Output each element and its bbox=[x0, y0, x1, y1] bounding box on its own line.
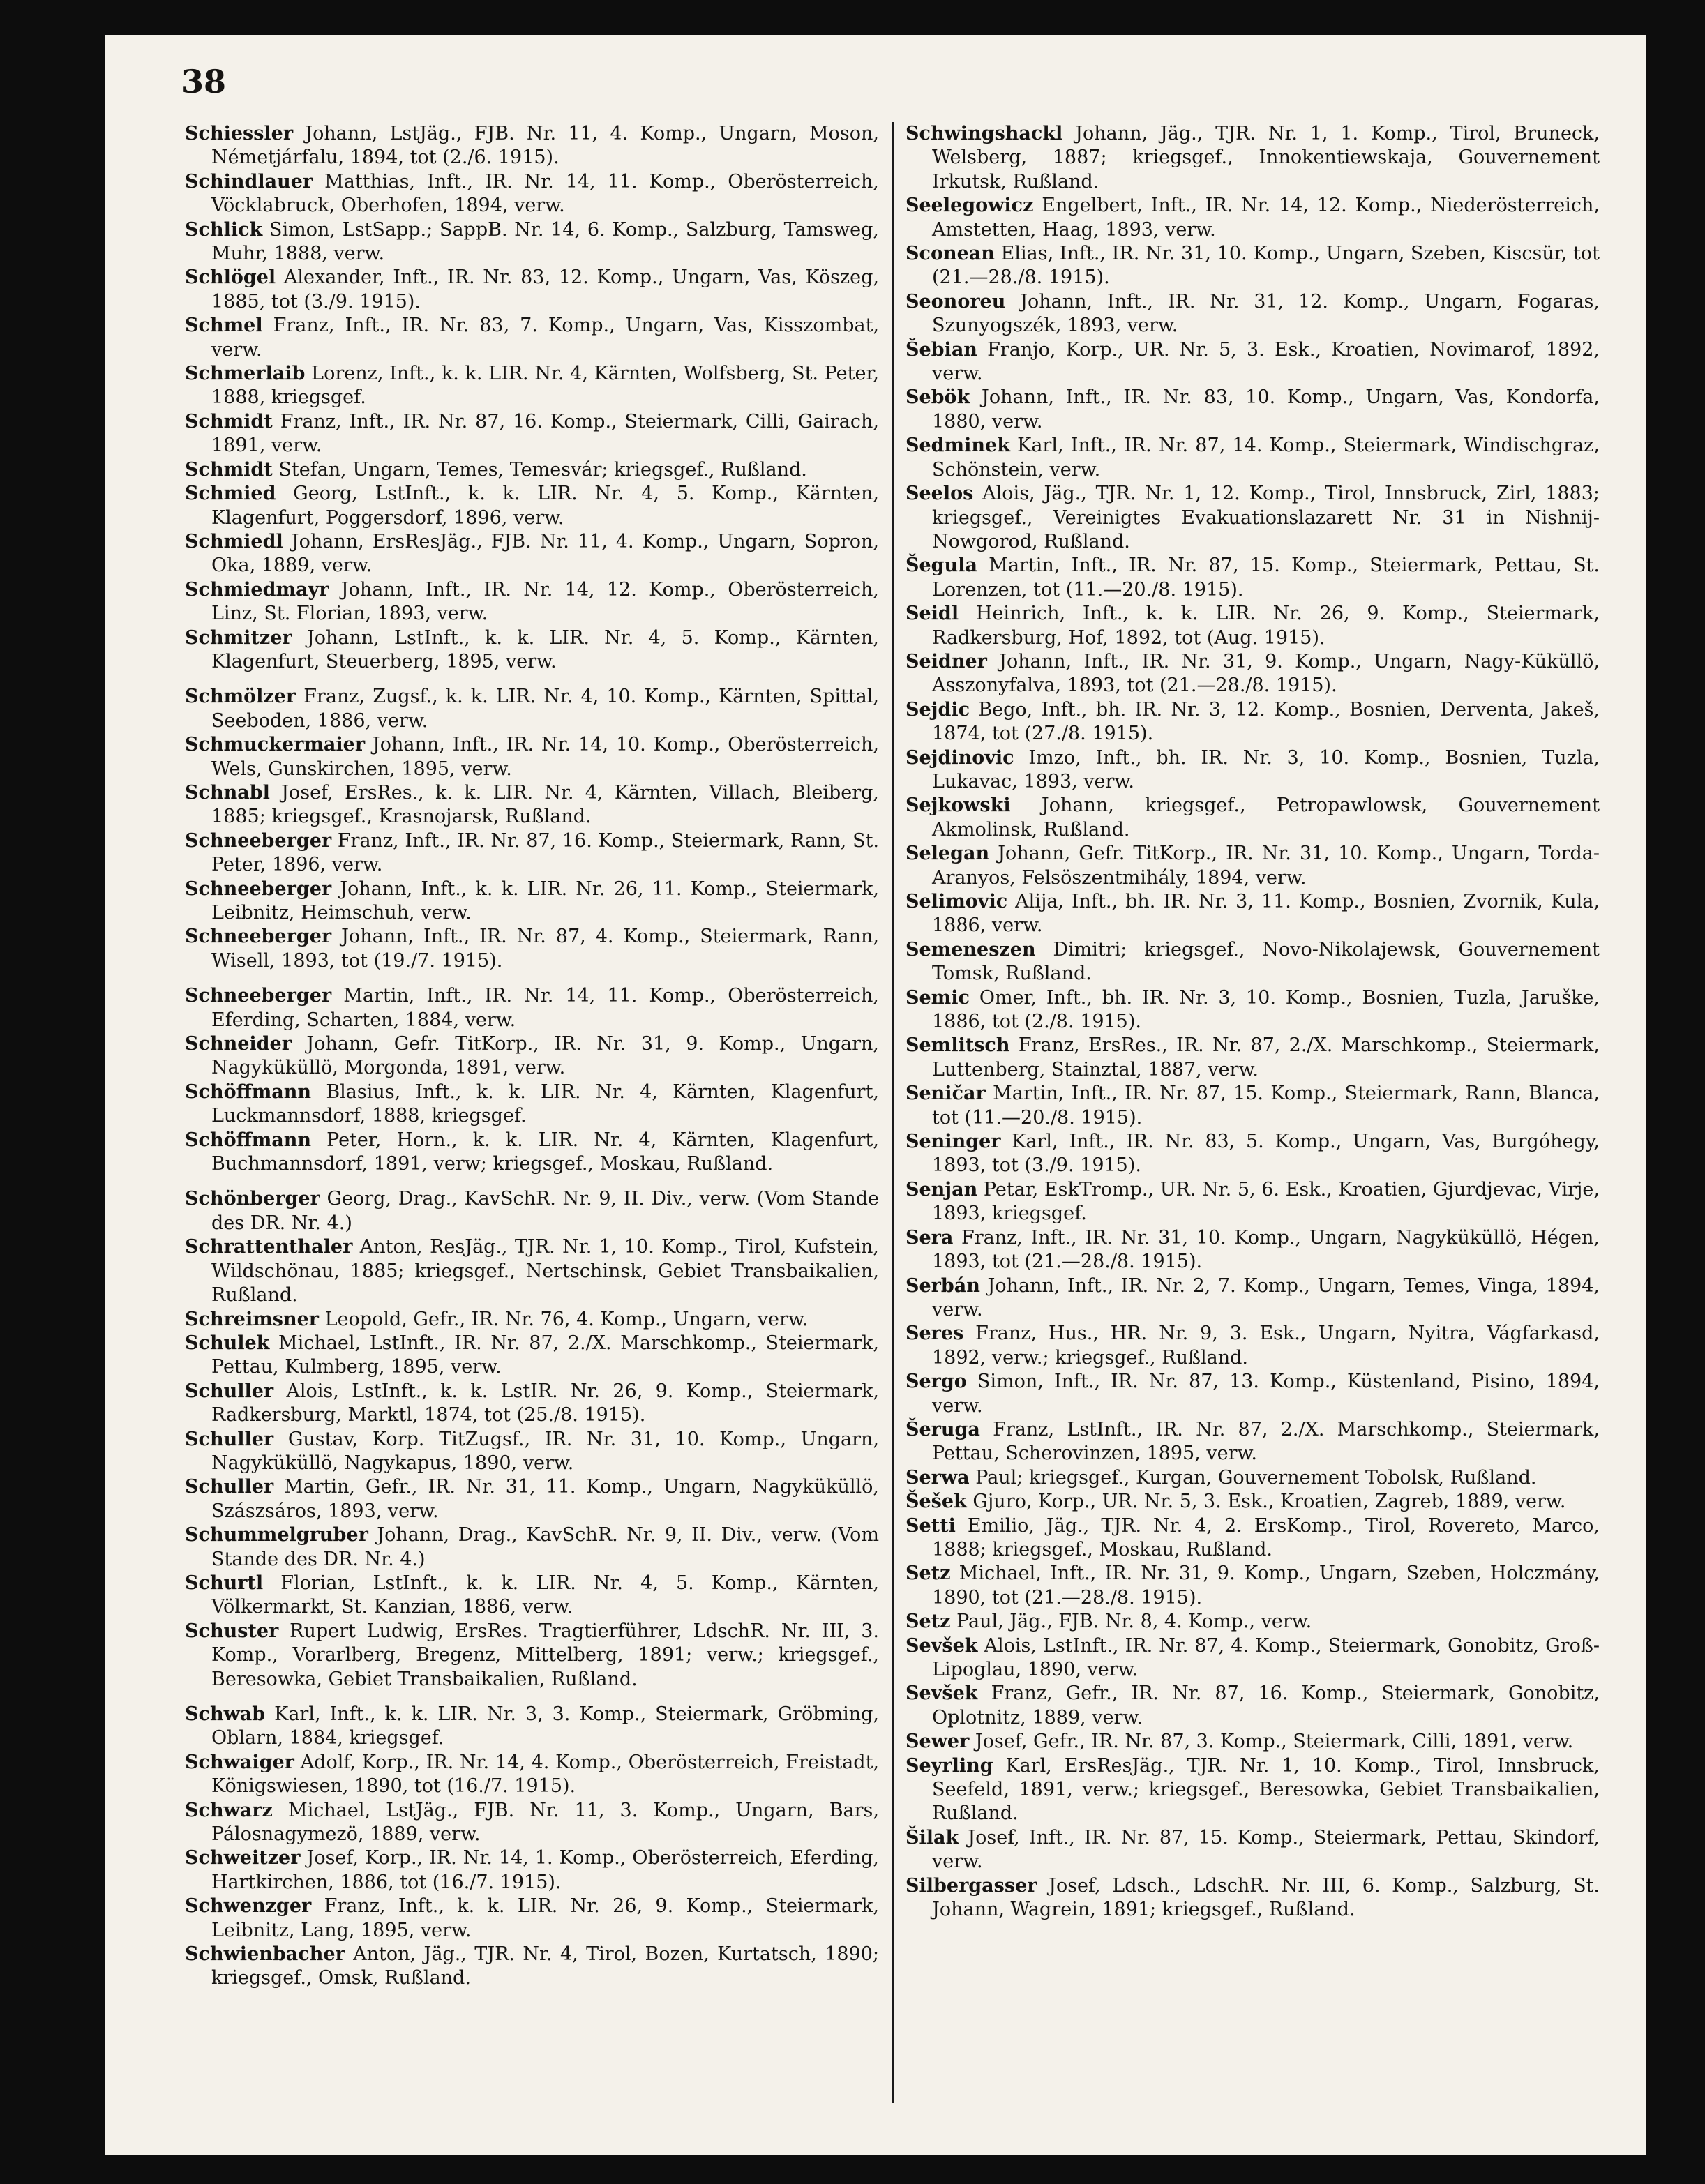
surname: Schuller bbox=[185, 1380, 274, 1402]
surname: Šilak bbox=[906, 1826, 959, 1848]
surname: Schwarz bbox=[185, 1799, 273, 1821]
surname: Seninger bbox=[906, 1131, 1001, 1153]
list-item bbox=[185, 1703, 879, 1751]
entry-details: Dimitri; kriegsgef., Novo-Nikolajewsk, Gouvernement Tomsk, Rußland. bbox=[932, 938, 1600, 985]
entry-details: Johann, LstJäg., FJB. Nr. 11, 4. Komp., Ungarn, Moson, Németjárfalu, 1894, tot (2./6. 1915). bbox=[211, 123, 879, 169]
entry-details: Paul; kriegsgef., Kurgan, Gouvernement Tobolsk, Rußland. bbox=[975, 1466, 1537, 1489]
surname: Sejdic bbox=[906, 698, 970, 721]
list-item bbox=[906, 1634, 1600, 1682]
list-item bbox=[906, 794, 1600, 842]
list-item bbox=[906, 1562, 1600, 1610]
entry-details: Alois, LstInft., IR. Nr. 87, 4. Komp., Steiermark, Gonobitz, Groß-Lipoglau, 1890, verw. bbox=[932, 1634, 1600, 1680]
surname: Seyrling bbox=[906, 1754, 993, 1777]
entry-details: Johann, LstInft., k. k. LIR. Nr. 4, 5. Komp., Kärnten, Klagenfurt, Steuerberg, 1895, verw. bbox=[211, 626, 879, 672]
list-item bbox=[185, 685, 879, 733]
entry-details: Franz, Zugsf., k. k. LIR. Nr. 4, 10. Komp., Kärnten, Spittal, Seeboden, 1886, verw. bbox=[211, 686, 879, 732]
list-item bbox=[906, 194, 1600, 242]
list-item bbox=[906, 290, 1600, 338]
surname: Semic bbox=[906, 986, 970, 1009]
entry-details: Johann, Inft., IR. Nr. 31, 12. Komp., Ungarn, Fogaras, Szunyogszék, 1893, verw. bbox=[932, 290, 1600, 337]
list-item bbox=[906, 1418, 1600, 1466]
list-item bbox=[185, 170, 879, 218]
entry-details: Johann, Gefr. TitKorp., IR. Nr. 31, 10. Komp., Ungarn, Torda-Aranyos, Felsöszentmihály, 1894, verw. bbox=[932, 843, 1600, 889]
entry-details: Johann, Inft., IR. Nr. 31, 9. Komp., Ungarn, Nagy-Küküllö, Asszonyfalva, 1893, tot (21.—28./8. 1915). bbox=[932, 650, 1600, 697]
surname: Sera bbox=[906, 1226, 954, 1249]
surname: Schöffmann bbox=[185, 1080, 312, 1103]
surname: Sevšek bbox=[906, 1634, 978, 1657]
entry-details: Karl, Inft., IR. Nr. 87, 14. Komp., Steiermark, Windischgraz, Schönstein, verw. bbox=[932, 435, 1600, 481]
surname: Sevšek bbox=[906, 1682, 978, 1705]
surname: Sergo bbox=[906, 1371, 967, 1393]
list-item bbox=[185, 829, 879, 878]
surname: Schwab bbox=[185, 1703, 266, 1725]
column-divider bbox=[892, 122, 894, 2103]
list-item bbox=[906, 602, 1600, 650]
left-column bbox=[185, 122, 879, 1991]
list-item bbox=[185, 1235, 879, 1307]
surname: Schurtl bbox=[185, 1572, 264, 1594]
entry-details: Johann, Drag., KavSchR. Nr. 9, II. Div., verw. (Vom Stande des DR. Nr. 4.) bbox=[211, 1524, 879, 1570]
entry-details: Emilio, Jäg., TJR. Nr. 4, 2. ErsKomp., Tirol, Rovereto, Marco, 1888; kriegsgef., Moskau, Rußland. bbox=[932, 1514, 1600, 1560]
surname: Schnabl bbox=[185, 781, 270, 804]
entry-details: Michael, LstInft., IR. Nr. 87, 2./X. Marschkomp., Steiermark, Pettau, Kulmberg, 1895, verw. bbox=[211, 1332, 879, 1378]
entry-details: Franz, Inft., k. k. LIR. Nr. 26, 9. Komp., Steiermark, Leibnitz, Lang, 1895, verw. bbox=[211, 1895, 879, 1941]
list-item bbox=[906, 1874, 1600, 1922]
surname: Schindlauer bbox=[185, 170, 313, 193]
list-item bbox=[906, 1370, 1600, 1418]
list-item bbox=[906, 1130, 1600, 1178]
list-item bbox=[185, 1308, 879, 1332]
surname: Sejkowski bbox=[906, 794, 1011, 817]
entry-details: Lorenz, Inft., k. k. LIR. Nr. 4, Kärnten, Wolfsberg, St. Peter, 1888, kriegsgef. bbox=[211, 363, 879, 409]
surname: Šebian bbox=[906, 338, 977, 361]
entry-details: Alois, LstInft., k. k. LstIR. Nr. 26, 9. Komp., Steiermark, Radkersburg, Marktl, 1874, tot (25./8. 1915). bbox=[211, 1380, 879, 1426]
list-item bbox=[185, 1475, 879, 1523]
list-item bbox=[906, 1730, 1600, 1754]
surname: Seidl bbox=[906, 603, 959, 625]
entry-details: Johann, ErsResJäg., FJB. Nr. 11, 4. Komp., Ungarn, Sopron, Oka, 1889, verw. bbox=[211, 530, 879, 577]
list-item bbox=[906, 1034, 1600, 1082]
surname: Schwienbacher bbox=[185, 1943, 345, 1966]
entry-details: Michael, Inft., IR. Nr. 31, 9. Komp., Ungarn, Szeben, Holczmány, 1890, tot (21.—28./8. 1915). bbox=[932, 1562, 1600, 1609]
list-item bbox=[185, 925, 879, 973]
entry-details: Alija, Inft., bh. IR. Nr. 3, 11. Komp., Bosnien, Zvornik, Kula, 1886, verw. bbox=[932, 891, 1600, 937]
surname: Seelos bbox=[906, 483, 974, 505]
surname: Seničar bbox=[906, 1083, 986, 1105]
surname: Setti bbox=[906, 1514, 956, 1537]
entry-details: Imzo, Inft., bh. IR. Nr. 3, 10. Komp., Bosnien, Tuzla, Lukavac, 1893, verw. bbox=[932, 746, 1600, 792]
list-item bbox=[906, 986, 1600, 1034]
surname: Schiessler bbox=[185, 123, 294, 144]
entry-details: Engelbert, Inft., IR. Nr. 14, 12. Komp., Niederösterreich, Amstetten, Haag, 1893, verw. bbox=[932, 195, 1600, 241]
page bbox=[105, 35, 1646, 2155]
list-item bbox=[185, 458, 879, 482]
entry-details: Franz, ErsRes., IR. Nr. 87, 2./X. Marschkomp., Steiermark, Luttenberg, Stainztal, 1887, verw. bbox=[932, 1034, 1600, 1080]
surname: Seelegowicz bbox=[906, 195, 1034, 217]
entry-details: Karl, Inft., IR. Nr. 83, 5. Komp., Ungarn, Vas, Burgóhegy, 1893, tot (3./9. 1915). bbox=[932, 1131, 1600, 1177]
entry-details: Gustav, Korp. TitZugsf., IR. Nr. 31, 10. Komp., Ungarn, Nagyküküllö, Nagykapus, 1890, verw. bbox=[211, 1428, 879, 1474]
list-item bbox=[185, 482, 879, 530]
surname: Schmitzer bbox=[185, 626, 292, 649]
entry-details: Josef, Ldsch., LdschR. Nr. III, 6. Komp., Salzburg, St. Johann, Wagrein, 1891; kriegsgef., Rußland. bbox=[932, 1874, 1600, 1921]
list-item bbox=[906, 434, 1600, 482]
right-column bbox=[906, 122, 1600, 1922]
entry-details: Anton, Jäg., TJR. Nr. 4, Tirol, Bozen, Kurtatsch, 1890; kriegsgef., Omsk, Rußland. bbox=[211, 1943, 879, 1989]
entry-details: Franjo, Korp., UR. Nr. 5, 3. Esk., Kroatien, Novimarof, 1892, verw. bbox=[932, 338, 1600, 385]
list-item bbox=[185, 218, 879, 266]
list-item bbox=[185, 530, 879, 578]
list-item bbox=[185, 1751, 879, 1799]
surname: Schuster bbox=[185, 1620, 279, 1642]
entry-details: Elias, Inft., IR. Nr. 31, 10. Komp., Ungarn, Szeben, Kiscsür, tot (21.—28./8. 1915). bbox=[932, 243, 1600, 289]
list-item bbox=[906, 1274, 1600, 1323]
list-item bbox=[185, 1943, 879, 1991]
entry-details: Blasius, Inft., k. k. LIR. Nr. 4, Kärnten, Klagenfurt, Luckmannsdorf, 1888, kriegsgef. bbox=[211, 1080, 879, 1127]
surname: Schmölzer bbox=[185, 686, 296, 708]
surname: Šegula bbox=[906, 555, 977, 577]
entry-details: Alois, Jäg., TJR. Nr. 1, 12. Komp., Tirol, Innsbruck, Zirl, 1883; kriegsgef., Vereinigtes Evakuationslazarett Nr. 31 in Nishnij-Nowgorod, Rußland. bbox=[932, 483, 1600, 552]
entry-details: Franz, Inft., IR. Nr. 87, 16. Komp., Steiermark, Rann, St. Peter, 1896, verw. bbox=[211, 829, 879, 876]
surname: Sewer bbox=[906, 1731, 970, 1753]
entry-details: Martin, Inft., IR. Nr. 87, 15. Komp., Steiermark, Pettau, St. Lorenzen, tot (11.—20./8. 1915). bbox=[932, 555, 1600, 601]
surname: Silbergasser bbox=[906, 1874, 1037, 1897]
surname: Sedminek bbox=[906, 435, 1010, 457]
surname: Senjan bbox=[906, 1178, 978, 1200]
surname: Schweitzer bbox=[185, 1847, 301, 1869]
entry-details: Anton, ResJäg., TJR. Nr. 1, 10. Komp., Tirol, Kufstein, Wildschönau, 1885; kriegsgef., Nertschinsk, Gebiet Transbaikalien, Rußland. bbox=[211, 1236, 879, 1306]
surname: Schwaiger bbox=[185, 1751, 294, 1773]
surname: Setz bbox=[906, 1611, 951, 1633]
surname: Schuller bbox=[185, 1428, 274, 1450]
entry-details: Simon, Inft., IR. Nr. 87, 13. Komp., Küstenland, Pisino, 1894, verw. bbox=[932, 1371, 1600, 1417]
entry-details: Franz, Gefr., IR. Nr. 87, 16. Komp., Steiermark, Gonobitz, Oplotnitz, 1889, verw. bbox=[932, 1682, 1600, 1729]
list-item bbox=[906, 554, 1600, 602]
list-item bbox=[906, 242, 1600, 290]
entry-details: Georg, Drag., KavSchR. Nr. 9, II. Div., verw. (Vom Stande des DR. Nr. 4.) bbox=[211, 1188, 879, 1234]
entry-details: Johann, Inft., IR. Nr. 14, 10. Komp., Oberösterreich, Wels, Gunskirchen, 1895, verw. bbox=[211, 734, 879, 780]
list-item bbox=[906, 1754, 1600, 1826]
entry-details: Martin, Gefr., IR. Nr. 31, 11. Komp., Ungarn, Nagyküküllö, Szászsáros, 1893, verw. bbox=[211, 1476, 879, 1522]
surname: Serbán bbox=[906, 1274, 980, 1297]
entry-details: Josef, Gefr., IR. Nr. 87, 3. Komp., Steiermark, Cilli, 1891, verw. bbox=[975, 1731, 1574, 1753]
surname: Schöffmann bbox=[185, 1129, 312, 1151]
entry-details: Paul, Jäg., FJB. Nr. 8, 4. Komp., verw. bbox=[956, 1611, 1312, 1633]
list-item bbox=[185, 984, 879, 1032]
list-item bbox=[185, 626, 879, 675]
surname: Šeruga bbox=[906, 1418, 980, 1440]
entry-details: Petar, EskTromp., UR. Nr. 5, 6. Esk., Kroatien, Gjurdjevac, Virje, 1893, kriegsgef. bbox=[932, 1178, 1600, 1225]
list-item bbox=[185, 1523, 879, 1572]
list-item bbox=[185, 122, 879, 170]
list-item bbox=[906, 1826, 1600, 1874]
surname: Setz bbox=[906, 1562, 951, 1585]
entry-details: Martin, Inft., IR. Nr. 14, 11. Komp., Oberösterreich, Eferding, Scharten, 1884, verw. bbox=[211, 985, 879, 1031]
entry-details: Franz, LstInft., IR. Nr. 87, 2./X. Marschkomp., Steiermark, Pettau, Scherovinzen, 1895, verw. bbox=[932, 1418, 1600, 1465]
entry-details: Heinrich, Inft., k. k. LIR. Nr. 26, 9. Komp., Steiermark, Radkersburg, Hof, 1892, tot (Aug. 1915). bbox=[932, 603, 1600, 649]
entry-details: Martin, Inft., IR. Nr. 87, 15. Komp., Steiermark, Rann, Blanca, tot (11.—20./8. 1915). bbox=[932, 1083, 1600, 1129]
surname: Schmiedmayr bbox=[185, 578, 329, 601]
list-item bbox=[906, 482, 1600, 554]
surname: Schmidt bbox=[185, 410, 273, 432]
page-number: 38 bbox=[181, 63, 227, 100]
list-item bbox=[906, 1682, 1600, 1730]
surname: Sebök bbox=[906, 386, 970, 409]
surname: Schmerlaib bbox=[185, 363, 306, 385]
surname: Semeneszen bbox=[906, 938, 1036, 961]
list-item bbox=[185, 1428, 879, 1476]
entry-details: Franz, Inft., IR. Nr. 83, 7. Komp., Ungarn, Vas, Kisszombat, verw. bbox=[211, 315, 879, 361]
list-item bbox=[906, 1490, 1600, 1514]
entry-details: Johann, Jäg., TJR. Nr. 1, 1. Komp., Tirol, Bruneck, Welsberg, 1887; kriegsgef., Innokentiewskaja, Gouvernement Irkutsk, Rußland. bbox=[932, 123, 1600, 193]
surname: Selegan bbox=[906, 843, 990, 865]
entry-details: Rupert Ludwig, ErsRes. Tragtierführer, LdschR. Nr. III, 3. Komp., Vorarlberg, Bregenz, Mittelberg, 1891; verw.; kriegsgef., Beresowka, Gebiet Transbaikalien, Rußland. bbox=[211, 1620, 879, 1690]
entry-details: Franz, Inft., IR. Nr. 87, 16. Komp., Steiermark, Cilli, Gairach, 1891, verw. bbox=[211, 410, 879, 457]
surname: Schneeberger bbox=[185, 926, 332, 948]
entry-details: Franz, Inft., IR. Nr. 31, 10. Komp., Ungarn, Nagyküküllö, Hégen, 1893, tot (21.—28./8. 1915). bbox=[932, 1226, 1600, 1273]
list-item bbox=[185, 1187, 879, 1235]
surname: Schneeberger bbox=[185, 878, 332, 900]
surname: Seonoreu bbox=[906, 290, 1006, 312]
list-item bbox=[185, 1572, 879, 1620]
list-item bbox=[185, 266, 879, 314]
entry-details: Michael, LstJäg., FJB. Nr. 11, 3. Komp., Ungarn, Bars, Pálosnagymezö, 1889, verw. bbox=[211, 1799, 879, 1846]
list-item bbox=[185, 781, 879, 829]
surname: Schmidt bbox=[185, 458, 273, 481]
surname: Schmuckermaier bbox=[185, 734, 366, 756]
entry-details: Josef, Inft., IR. Nr. 87, 15. Komp., Steiermark, Pettau, Skindorf, verw. bbox=[932, 1826, 1600, 1873]
list-item bbox=[185, 1620, 879, 1692]
entry-details: Karl, Inft., k. k. LIR. Nr. 3, 3. Komp., Steiermark, Gröbming, Oblarn, 1884, kriegsgef. bbox=[211, 1703, 879, 1749]
list-item bbox=[906, 1178, 1600, 1226]
list-item bbox=[185, 1032, 879, 1080]
surname: Schreimsner bbox=[185, 1308, 320, 1330]
list-item bbox=[906, 890, 1600, 938]
list-item bbox=[906, 842, 1600, 890]
list-item bbox=[906, 122, 1600, 194]
list-item bbox=[906, 1466, 1600, 1490]
list-item bbox=[185, 362, 879, 410]
entry-details: Omer, Inft., bh. IR. Nr. 3, 10. Komp., Bosnien, Tuzla, Jaruške, 1886, tot (2./8. 1915). bbox=[932, 986, 1600, 1033]
entry-details: Gjuro, Korp., UR. Nr. 5, 3. Esk., Kroatien, Zagreb, 1889, verw. bbox=[972, 1491, 1566, 1513]
surname: Schönberger bbox=[185, 1188, 320, 1210]
list-item bbox=[185, 578, 879, 626]
list-item bbox=[185, 878, 879, 926]
surname: Schwingshackl bbox=[906, 123, 1063, 144]
list-item bbox=[185, 1846, 879, 1895]
surname: Schulek bbox=[185, 1332, 270, 1354]
surname: Schneider bbox=[185, 1033, 292, 1055]
surname: Schmel bbox=[185, 315, 263, 337]
surname: Šešek bbox=[906, 1491, 967, 1513]
surname: Semlitsch bbox=[906, 1034, 1010, 1057]
surname: Schrattenthaler bbox=[185, 1236, 353, 1258]
list-item bbox=[906, 698, 1600, 746]
surname: Schneeberger bbox=[185, 985, 332, 1007]
list-item bbox=[906, 1514, 1600, 1562]
list-item bbox=[185, 410, 879, 458]
entry-details: Alexander, Inft., IR. Nr. 83, 12. Komp., Ungarn, Vas, Köszeg, 1885, tot (3./9. 1915). bbox=[211, 266, 880, 312]
entry-details: Stefan, Ungarn, Temes, Temesvár; kriegsgef., Rußland. bbox=[278, 458, 807, 481]
entry-details: Johann, kriegsgef., Petropawlowsk, Gouvernement Akmolinsk, Rußland. bbox=[932, 794, 1600, 841]
list-item bbox=[906, 938, 1600, 986]
surname: Sejdinovic bbox=[906, 746, 1014, 769]
list-item bbox=[185, 1080, 879, 1129]
surname: Schmied bbox=[185, 483, 276, 505]
surname: Selimovic bbox=[906, 891, 1008, 912]
surname: Schummelgruber bbox=[185, 1524, 368, 1546]
list-item bbox=[185, 1129, 879, 1177]
entry-details: Johann, Inft., IR. Nr. 87, 4. Komp., Steiermark, Rann, Wisell, 1893, tot (19./7. 1915). bbox=[211, 926, 879, 972]
surname: Schneeberger bbox=[185, 829, 332, 852]
surname: Sconean bbox=[906, 243, 995, 265]
entry-details: Johann, Inft., IR. Nr. 83, 10. Komp., Ungarn, Vas, Kondorfa, 1880, verw. bbox=[932, 386, 1600, 432]
surname: Serwa bbox=[906, 1466, 970, 1489]
entry-details: Peter, Horn., k. k. LIR. Nr. 4, Kärnten, Klagenfurt, Buchmannsdorf, 1891, verw; kriegsgef., Moskau, Rußland. bbox=[211, 1129, 879, 1175]
list-item bbox=[906, 1226, 1600, 1274]
entry-details: Johann, Inft., IR. Nr. 14, 12. Komp., Oberösterreich, Linz, St. Florian, 1893, verw. bbox=[211, 578, 879, 625]
surname: Seres bbox=[906, 1323, 964, 1345]
list-item bbox=[185, 1799, 879, 1847]
entry-details: Georg, LstInft., k. k. LIR. Nr. 4, 5. Komp., Kärnten, Klagenfurt, Poggersdorf, 1896, verw. bbox=[211, 483, 879, 529]
list-item bbox=[185, 1895, 879, 1943]
entry-details: Karl, ErsResJäg., TJR. Nr. 1, 10. Komp., Tirol, Innsbruck, Seefeld, 1891, verw.; kriegsgef., Beresowka, Gebiet Transbaikalien, Rußland. bbox=[932, 1754, 1600, 1825]
list-item bbox=[185, 733, 879, 781]
entry-details: Johann, Gefr. TitKorp., IR. Nr. 31, 9. Komp., Ungarn, Nagyküküllö, Morgonda, 1891, verw. bbox=[211, 1033, 880, 1079]
entry-details: Josef, Korp., IR. Nr. 14, 1. Komp., Oberösterreich, Eferding, Hartkirchen, 1886, tot (16./7. 1915). bbox=[211, 1847, 879, 1893]
list-item bbox=[906, 1322, 1600, 1370]
list-item bbox=[185, 1380, 879, 1428]
list-item bbox=[185, 314, 879, 362]
list-item bbox=[906, 386, 1600, 434]
list-item bbox=[906, 650, 1600, 698]
list-item bbox=[906, 746, 1600, 794]
entry-details: Adolf, Korp., IR. Nr. 14, 4. Komp., Oberösterreich, Freistadt, Königswiesen, 1890, tot (16./7. 1915). bbox=[211, 1751, 879, 1798]
entry-details: Leopold, Gefr., IR. Nr. 76, 4. Komp., Ungarn, verw. bbox=[324, 1308, 809, 1330]
entry-details: Simon, LstSapp.; SappB. Nr. 14, 6. Komp., Salzburg, Tamsweg, Muhr, 1888, verw. bbox=[211, 218, 879, 265]
surname: Seidner bbox=[906, 650, 987, 672]
surname: Schmiedl bbox=[185, 530, 283, 552]
list-item bbox=[906, 1082, 1600, 1130]
list-item bbox=[185, 1332, 879, 1380]
entry-details: Johann, Inft., IR. Nr. 2, 7. Komp., Ungarn, Temes, Vinga, 1894, verw. bbox=[932, 1274, 1600, 1320]
entry-details: Josef, ErsRes., k. k. LIR. Nr. 4, Kärnten, Villach, Bleiberg, 1885; kriegsgef., Krasnojarsk, Rußland. bbox=[211, 781, 879, 828]
surname: Schlick bbox=[185, 218, 263, 241]
entry-details: Florian, LstInft., k. k. LIR. Nr. 4, 5. Komp., Kärnten, Völkermarkt, St. Kanzian, 1886, verw. bbox=[211, 1572, 879, 1618]
surname: Schwenzger bbox=[185, 1895, 312, 1918]
list-item bbox=[906, 1610, 1600, 1634]
entry-details: Matthias, Inft., IR. Nr. 14, 11. Komp., Oberösterreich, Vöcklabruck, Oberhofen, 1894, verw. bbox=[211, 170, 879, 217]
list-item bbox=[906, 338, 1600, 386]
entry-details: Bego, Inft., bh. IR. Nr. 3, 12. Komp., Bosnien, Derventa, Jakeš, 1874, tot (27./8. 1915). bbox=[932, 698, 1600, 745]
entry-details: Johann, Inft., k. k. LIR. Nr. 26, 11. Komp., Steiermark, Leibnitz, Heimschuh, verw. bbox=[211, 878, 879, 924]
entry-details: Franz, Hus., HR. Nr. 9, 3. Esk., Ungarn, Nyitra, Vágfarkasd, 1892, verw.; kriegsgef., Rußland. bbox=[932, 1323, 1600, 1369]
surname: Schuller bbox=[185, 1476, 274, 1498]
surname: Schlögel bbox=[185, 266, 276, 289]
